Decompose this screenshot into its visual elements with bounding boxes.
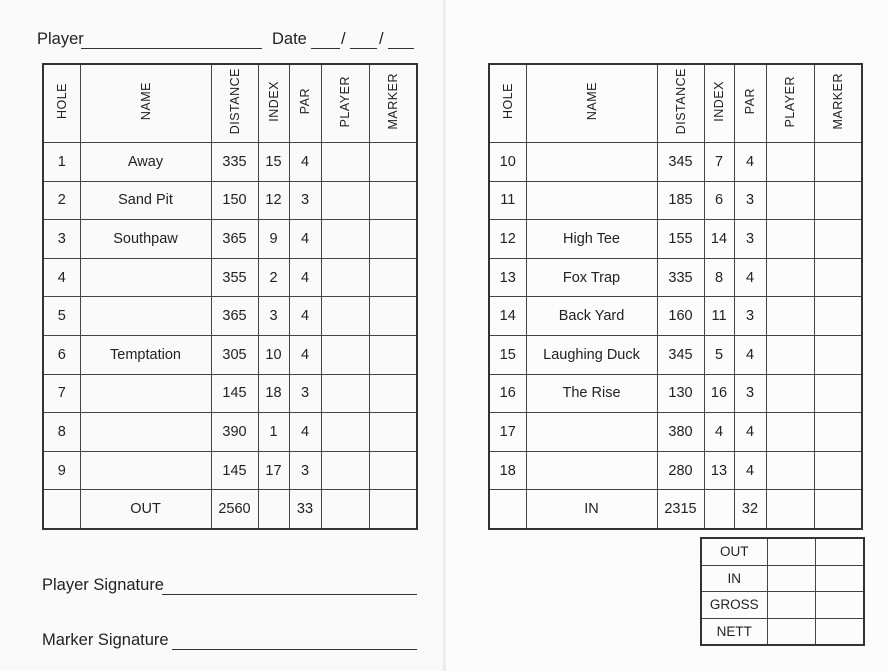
hole-distance: 160 bbox=[657, 297, 704, 336]
hole-par: 3 bbox=[289, 451, 321, 490]
marker-score-cell[interactable] bbox=[369, 143, 417, 182]
hole-name: The Rise bbox=[526, 374, 657, 413]
hole-distance: 280 bbox=[657, 451, 704, 490]
hole-row bbox=[489, 335, 862, 374]
marker-score-cell[interactable] bbox=[814, 143, 862, 182]
index-column-header: INDEX bbox=[704, 64, 734, 143]
hole-index: 9 bbox=[258, 220, 289, 259]
summary-player-cell[interactable] bbox=[767, 592, 815, 619]
marker-column-header: MARKER bbox=[814, 64, 862, 143]
marker-score-cell[interactable] bbox=[814, 374, 862, 413]
date-year-field[interactable] bbox=[388, 48, 414, 49]
hole-par: 4 bbox=[289, 143, 321, 182]
index-column-header: INDEX bbox=[258, 64, 289, 143]
total-label: IN bbox=[526, 490, 657, 529]
hole-number: 13 bbox=[489, 258, 526, 297]
summary-player-cell[interactable] bbox=[767, 618, 815, 645]
player-score-cell[interactable] bbox=[766, 220, 814, 259]
total-par: 32 bbox=[734, 490, 766, 529]
hole-distance: 335 bbox=[657, 258, 704, 297]
hole-row bbox=[489, 258, 862, 297]
hole-name: Fox Trap bbox=[526, 258, 657, 297]
hole-par: 4 bbox=[289, 297, 321, 336]
hole-row bbox=[489, 451, 862, 490]
hole-distance: 130 bbox=[657, 374, 704, 413]
date-separator: / bbox=[379, 30, 384, 48]
total-row bbox=[43, 490, 417, 529]
summary-marker-cell[interactable] bbox=[815, 592, 864, 619]
player-total-cell[interactable] bbox=[766, 490, 814, 529]
hole-number: 17 bbox=[489, 413, 526, 452]
total-index-blank bbox=[258, 490, 289, 529]
hole-par: 3 bbox=[734, 181, 766, 220]
summary-row bbox=[701, 538, 864, 565]
summary-marker-cell[interactable] bbox=[815, 565, 864, 592]
hole-distance: 145 bbox=[211, 374, 258, 413]
hole-name: Southpaw bbox=[80, 220, 211, 259]
total-par: 33 bbox=[289, 490, 321, 529]
player-score-cell[interactable] bbox=[321, 143, 369, 182]
hole-distance: 365 bbox=[211, 220, 258, 259]
total-blank-cell bbox=[489, 490, 526, 529]
hole-number: 7 bbox=[43, 374, 80, 413]
hole-distance: 355 bbox=[211, 258, 258, 297]
hole-row bbox=[43, 413, 417, 452]
player-score-cell[interactable] bbox=[766, 143, 814, 182]
summary-row bbox=[701, 565, 864, 592]
hole-distance: 305 bbox=[211, 335, 258, 374]
hole-name: Back Yard bbox=[526, 297, 657, 336]
hole-index: 14 bbox=[704, 220, 734, 259]
hole-number: 10 bbox=[489, 143, 526, 182]
hole-distance: 380 bbox=[657, 413, 704, 452]
player-score-cell[interactable] bbox=[766, 374, 814, 413]
marker-score-cell[interactable] bbox=[814, 335, 862, 374]
hole-name: High Tee bbox=[526, 220, 657, 259]
hole-par: 4 bbox=[289, 335, 321, 374]
marker-score-cell[interactable] bbox=[814, 220, 862, 259]
hole-row bbox=[489, 143, 862, 182]
hole-index: 5 bbox=[704, 335, 734, 374]
hole-distance: 155 bbox=[657, 220, 704, 259]
hole-name bbox=[80, 413, 211, 452]
hole-column-header: HOLE bbox=[43, 64, 80, 143]
hole-index: 16 bbox=[704, 374, 734, 413]
hole-row bbox=[489, 297, 862, 336]
hole-column-header: HOLE bbox=[489, 64, 526, 143]
total-row bbox=[489, 490, 862, 529]
hole-distance: 345 bbox=[657, 335, 704, 374]
hole-row bbox=[489, 220, 862, 259]
marker-score-cell[interactable] bbox=[369, 258, 417, 297]
summary-marker-cell[interactable] bbox=[815, 538, 864, 565]
hole-row bbox=[489, 413, 862, 452]
hole-row bbox=[43, 258, 417, 297]
hole-index: 18 bbox=[258, 374, 289, 413]
header-row bbox=[43, 64, 417, 143]
hole-index: 12 bbox=[258, 181, 289, 220]
hole-index: 2 bbox=[258, 258, 289, 297]
hole-row bbox=[43, 335, 417, 374]
hole-distance: 145 bbox=[211, 451, 258, 490]
player-score-cell[interactable] bbox=[766, 297, 814, 336]
summary-marker-cell[interactable] bbox=[815, 618, 864, 645]
hole-name: Temptation bbox=[80, 335, 211, 374]
hole-par: 4 bbox=[289, 220, 321, 259]
hole-distance: 185 bbox=[657, 181, 704, 220]
marker-score-cell[interactable] bbox=[369, 220, 417, 259]
hole-row bbox=[43, 220, 417, 259]
par-column-header: PAR bbox=[289, 64, 321, 143]
hole-name: Laughing Duck bbox=[526, 335, 657, 374]
hole-index: 6 bbox=[704, 181, 734, 220]
hole-row bbox=[489, 181, 862, 220]
marker-score-cell[interactable] bbox=[814, 258, 862, 297]
hole-number: 2 bbox=[43, 181, 80, 220]
hole-number: 1 bbox=[43, 143, 80, 182]
name-column-header: NAME bbox=[526, 64, 657, 143]
hole-number: 9 bbox=[43, 451, 80, 490]
hole-name bbox=[526, 143, 657, 182]
player-score-cell[interactable] bbox=[321, 451, 369, 490]
hole-number: 18 bbox=[489, 451, 526, 490]
player-signature-field[interactable] bbox=[162, 594, 417, 595]
total-distance: 2560 bbox=[211, 490, 258, 529]
hole-row bbox=[43, 297, 417, 336]
hole-number: 3 bbox=[43, 220, 80, 259]
player-score-cell[interactable] bbox=[766, 413, 814, 452]
marker-signature-field[interactable] bbox=[172, 649, 417, 650]
marker-score-cell[interactable] bbox=[814, 297, 862, 336]
summary-row bbox=[701, 592, 864, 619]
hole-index: 8 bbox=[704, 258, 734, 297]
hole-par: 4 bbox=[734, 451, 766, 490]
marker-score-cell[interactable] bbox=[814, 451, 862, 490]
hole-name bbox=[80, 451, 211, 490]
hole-number: 8 bbox=[43, 413, 80, 452]
hole-number: 15 bbox=[489, 335, 526, 374]
marker-score-cell[interactable] bbox=[369, 451, 417, 490]
hole-index: 13 bbox=[704, 451, 734, 490]
hole-par: 3 bbox=[734, 374, 766, 413]
marker-score-cell[interactable] bbox=[369, 181, 417, 220]
marker-total-cell[interactable] bbox=[369, 490, 417, 529]
player-score-cell[interactable] bbox=[321, 181, 369, 220]
summary-label: GROSS bbox=[701, 592, 767, 619]
summary-label: IN bbox=[701, 565, 767, 592]
date-label: Date bbox=[272, 30, 307, 48]
date-month-field[interactable] bbox=[350, 48, 377, 49]
summary-player-cell[interactable] bbox=[767, 538, 815, 565]
hole-name: Away bbox=[80, 143, 211, 182]
name-column-header: NAME bbox=[80, 64, 211, 143]
player-score-cell[interactable] bbox=[321, 413, 369, 452]
marker-score-cell[interactable] bbox=[369, 374, 417, 413]
player-score-cell[interactable] bbox=[766, 181, 814, 220]
summary-player-cell[interactable] bbox=[767, 565, 815, 592]
player-score-cell[interactable] bbox=[321, 335, 369, 374]
hole-par: 4 bbox=[734, 258, 766, 297]
hole-row bbox=[43, 374, 417, 413]
marker-score-cell[interactable] bbox=[814, 413, 862, 452]
hole-index: 4 bbox=[704, 413, 734, 452]
hole-name bbox=[80, 297, 211, 336]
hole-number: 11 bbox=[489, 181, 526, 220]
hole-distance: 390 bbox=[211, 413, 258, 452]
player-score-cell[interactable] bbox=[321, 374, 369, 413]
hole-number: 4 bbox=[43, 258, 80, 297]
marker-signature-label: Marker Signature bbox=[42, 631, 169, 649]
hole-name bbox=[80, 258, 211, 297]
score-summary bbox=[700, 537, 865, 646]
player-name-field[interactable] bbox=[81, 48, 262, 49]
hole-name bbox=[526, 451, 657, 490]
back-nine-scorecard bbox=[488, 63, 863, 530]
marker-score-cell[interactable] bbox=[369, 413, 417, 452]
total-blank-cell bbox=[43, 490, 80, 529]
player-score-cell[interactable] bbox=[321, 258, 369, 297]
marker-total-cell[interactable] bbox=[814, 490, 862, 529]
date-separator: / bbox=[341, 30, 346, 48]
hole-par: 3 bbox=[734, 220, 766, 259]
hole-number: 5 bbox=[43, 297, 80, 336]
hole-distance: 150 bbox=[211, 181, 258, 220]
total-label: OUT bbox=[80, 490, 211, 529]
hole-row bbox=[43, 181, 417, 220]
hole-index: 3 bbox=[258, 297, 289, 336]
hole-par: 4 bbox=[289, 258, 321, 297]
player-score-cell[interactable] bbox=[321, 297, 369, 336]
hole-par: 4 bbox=[734, 335, 766, 374]
hole-row bbox=[43, 451, 417, 490]
hole-number: 16 bbox=[489, 374, 526, 413]
hole-par: 3 bbox=[289, 374, 321, 413]
marker-score-cell[interactable] bbox=[814, 181, 862, 220]
hole-par: 4 bbox=[289, 413, 321, 452]
hole-number: 6 bbox=[43, 335, 80, 374]
player-total-cell[interactable] bbox=[321, 490, 369, 529]
hole-name bbox=[526, 181, 657, 220]
hole-distance: 345 bbox=[657, 143, 704, 182]
distance-column-header: DISTANCE bbox=[657, 64, 704, 143]
hole-number: 14 bbox=[489, 297, 526, 336]
player-score-cell[interactable] bbox=[766, 335, 814, 374]
hole-name bbox=[526, 413, 657, 452]
hole-par: 4 bbox=[734, 143, 766, 182]
header-row bbox=[489, 64, 862, 143]
distance-column-header: DISTANCE bbox=[211, 64, 258, 143]
date-day-field[interactable] bbox=[311, 48, 340, 49]
hole-index: 17 bbox=[258, 451, 289, 490]
summary-label: OUT bbox=[701, 538, 767, 565]
hole-index: 7 bbox=[704, 143, 734, 182]
hole-index: 15 bbox=[258, 143, 289, 182]
hole-par: 3 bbox=[734, 297, 766, 336]
player-label: Player bbox=[37, 30, 84, 48]
hole-par: 3 bbox=[289, 181, 321, 220]
player-score-cell[interactable] bbox=[321, 220, 369, 259]
marker-score-cell[interactable] bbox=[369, 335, 417, 374]
total-distance: 2315 bbox=[657, 490, 704, 529]
summary-row bbox=[701, 618, 864, 645]
player-column-header: PLAYER bbox=[766, 64, 814, 143]
marker-score-cell[interactable] bbox=[369, 297, 417, 336]
player-signature-label: Player Signature bbox=[42, 576, 164, 594]
hole-index: 1 bbox=[258, 413, 289, 452]
marker-column-header: MARKER bbox=[369, 64, 417, 143]
player-column-header: PLAYER bbox=[321, 64, 369, 143]
player-score-cell[interactable] bbox=[766, 451, 814, 490]
player-score-cell[interactable] bbox=[766, 258, 814, 297]
front-nine-scorecard bbox=[42, 63, 418, 530]
hole-par: 4 bbox=[734, 413, 766, 452]
hole-row bbox=[43, 143, 417, 182]
hole-distance: 365 bbox=[211, 297, 258, 336]
par-column-header: PAR bbox=[734, 64, 766, 143]
hole-name bbox=[80, 374, 211, 413]
hole-number: 12 bbox=[489, 220, 526, 259]
hole-index: 10 bbox=[258, 335, 289, 374]
total-index-blank bbox=[704, 490, 734, 529]
hole-row bbox=[489, 374, 862, 413]
hole-name: Sand Pit bbox=[80, 181, 211, 220]
hole-distance: 335 bbox=[211, 143, 258, 182]
hole-index: 11 bbox=[704, 297, 734, 336]
summary-label: NETT bbox=[701, 618, 767, 645]
